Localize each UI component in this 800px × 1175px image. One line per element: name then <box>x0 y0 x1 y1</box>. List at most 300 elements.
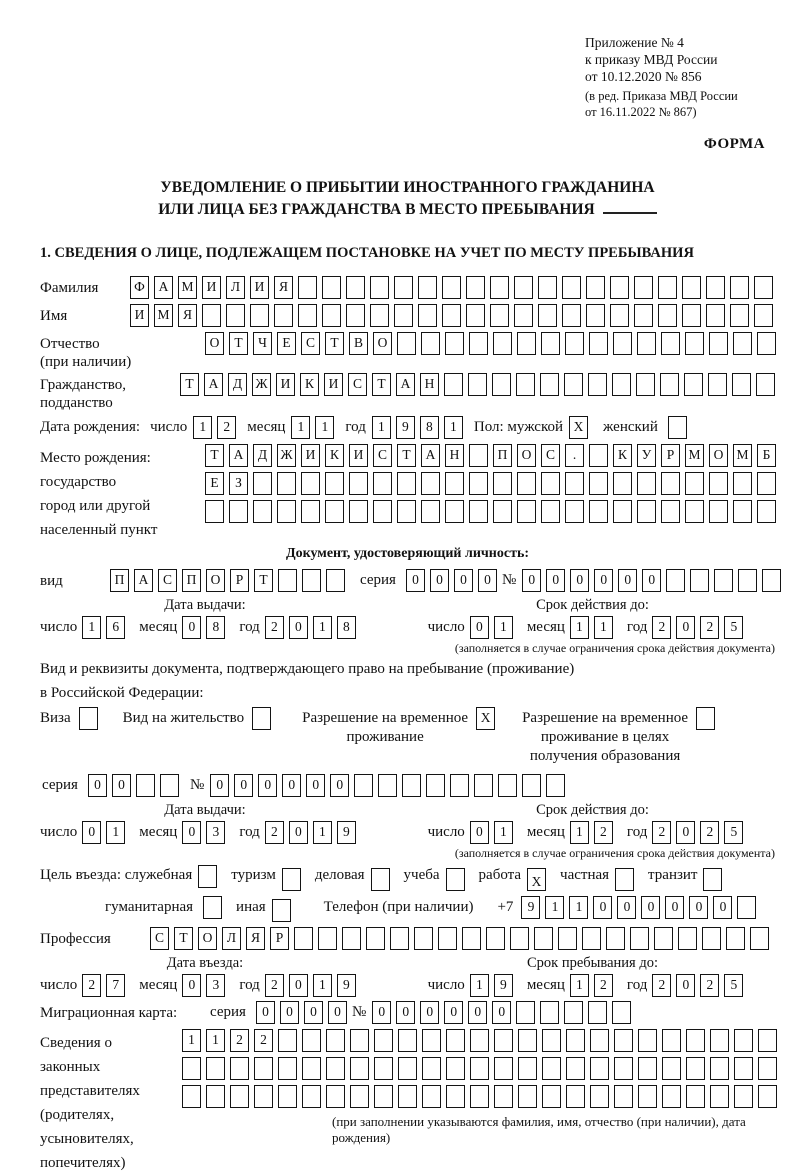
char-cell[interactable]: Т <box>254 569 273 592</box>
char-cell[interactable]: 0 <box>430 569 449 592</box>
char-cell[interactable] <box>738 569 757 592</box>
char-cell[interactable] <box>349 500 368 523</box>
char-cell[interactable]: 9 <box>337 821 356 844</box>
char-cell[interactable] <box>470 1057 489 1080</box>
char-cell[interactable] <box>374 1029 393 1052</box>
char-cell[interactable]: И <box>276 373 295 396</box>
char-cell[interactable] <box>758 1085 777 1108</box>
char-cell[interactable]: 0 <box>642 569 661 592</box>
char-cell[interactable] <box>486 927 505 950</box>
char-cell[interactable]: А <box>204 373 223 396</box>
char-cell[interactable] <box>590 1029 609 1052</box>
char-cell[interactable] <box>182 1085 201 1108</box>
char-cell[interactable] <box>590 1085 609 1108</box>
res-series-input[interactable] <box>88 774 184 797</box>
char-cell[interactable]: Т <box>397 444 416 467</box>
given-name-input[interactable] <box>130 304 778 327</box>
char-cell[interactable] <box>534 927 553 950</box>
char-cell[interactable] <box>366 927 385 950</box>
visa-option[interactable] <box>40 707 103 730</box>
temp-residence-option[interactable] <box>302 707 500 747</box>
citizenship-input[interactable] <box>180 373 780 396</box>
char-cell[interactable]: 0 <box>258 774 277 797</box>
char-cell[interactable]: 0 <box>82 821 101 844</box>
char-cell[interactable] <box>582 927 601 950</box>
char-cell[interactable] <box>354 774 373 797</box>
char-cell[interactable]: Д <box>228 373 247 396</box>
char-cell[interactable]: Д <box>253 444 272 467</box>
doc-valid-year-input[interactable] <box>652 616 748 639</box>
char-cell[interactable] <box>422 1057 441 1080</box>
char-cell[interactable]: 1 <box>494 821 513 844</box>
char-cell[interactable]: У <box>637 444 656 467</box>
char-cell[interactable] <box>254 1057 273 1080</box>
char-cell[interactable]: З <box>229 472 248 495</box>
char-cell[interactable] <box>637 332 656 355</box>
char-cell[interactable] <box>230 1057 249 1080</box>
char-cell[interactable] <box>160 774 179 797</box>
char-cell[interactable] <box>397 332 416 355</box>
entry-day-input[interactable] <box>82 974 130 997</box>
char-cell[interactable] <box>397 472 416 495</box>
char-cell[interactable] <box>402 774 421 797</box>
char-cell[interactable] <box>490 304 509 327</box>
char-cell[interactable] <box>684 373 703 396</box>
char-cell[interactable] <box>730 304 749 327</box>
char-cell[interactable] <box>589 500 608 523</box>
char-cell[interactable] <box>542 1085 561 1108</box>
char-cell[interactable] <box>490 276 509 299</box>
char-cell[interactable]: В <box>349 332 368 355</box>
char-cell[interactable] <box>709 472 728 495</box>
res-number-input[interactable] <box>210 774 570 797</box>
char-cell[interactable]: Я <box>246 927 265 950</box>
char-cell[interactable] <box>564 373 583 396</box>
char-cell[interactable]: 0 <box>470 616 489 639</box>
char-cell[interactable]: И <box>130 304 149 327</box>
purpose-work-option[interactable] <box>479 864 552 890</box>
char-cell[interactable]: 1 <box>313 974 332 997</box>
char-cell[interactable]: М <box>154 304 173 327</box>
purpose-study-option[interactable] <box>404 864 470 890</box>
char-cell[interactable] <box>498 774 517 797</box>
char-cell[interactable] <box>658 276 677 299</box>
char-cell[interactable] <box>733 472 752 495</box>
char-cell[interactable] <box>756 373 775 396</box>
char-cell[interactable]: 0 <box>444 1001 463 1024</box>
char-cell[interactable]: 0 <box>492 1001 511 1024</box>
char-cell[interactable] <box>762 569 781 592</box>
char-cell[interactable]: 1 <box>206 1029 225 1052</box>
char-cell[interactable]: 0 <box>406 569 425 592</box>
char-cell[interactable]: А <box>421 444 440 467</box>
char-cell[interactable]: А <box>229 444 248 467</box>
char-cell[interactable] <box>662 1029 681 1052</box>
mig-series-input[interactable] <box>256 1001 352 1024</box>
char-cell[interactable] <box>470 1085 489 1108</box>
char-cell[interactable] <box>398 1029 417 1052</box>
char-cell[interactable]: 0 <box>522 569 541 592</box>
char-cell[interactable]: 5 <box>724 974 743 997</box>
char-cell[interactable]: Ж <box>252 373 271 396</box>
char-cell[interactable] <box>414 927 433 950</box>
char-cell[interactable] <box>714 569 733 592</box>
char-cell[interactable] <box>690 569 709 592</box>
residence-permit-checkbox[interactable] <box>252 707 276 730</box>
char-cell[interactable]: 0 <box>328 1001 347 1024</box>
stay-year-input[interactable] <box>652 974 748 997</box>
entry-month-input[interactable] <box>182 974 230 997</box>
char-cell[interactable] <box>590 1057 609 1080</box>
char-cell[interactable] <box>754 276 773 299</box>
char-cell[interactable] <box>421 472 440 495</box>
char-cell[interactable] <box>542 1057 561 1080</box>
legal-reps-input-row1[interactable] <box>182 1029 782 1052</box>
char-cell[interactable]: 0 <box>330 774 349 797</box>
char-cell[interactable]: М <box>733 444 752 467</box>
char-cell[interactable]: 1 <box>372 416 391 439</box>
char-cell[interactable]: Н <box>420 373 439 396</box>
char-cell[interactable] <box>298 304 317 327</box>
char-cell[interactable] <box>589 332 608 355</box>
char-cell[interactable] <box>229 500 248 523</box>
stay-day-input[interactable] <box>470 974 518 997</box>
char-cell[interactable] <box>446 1029 465 1052</box>
phone-input[interactable] <box>521 896 761 919</box>
char-cell[interactable] <box>371 868 390 891</box>
char-cell[interactable] <box>278 569 297 592</box>
visa-checkbox[interactable] <box>79 707 103 730</box>
char-cell[interactable]: 8 <box>206 616 225 639</box>
char-cell[interactable]: 0 <box>306 774 325 797</box>
char-cell[interactable] <box>514 276 533 299</box>
birth-place-input-row2[interactable] <box>205 472 781 495</box>
purpose-private-option[interactable] <box>560 864 639 890</box>
char-cell[interactable] <box>422 1029 441 1052</box>
char-cell[interactable] <box>374 1057 393 1080</box>
char-cell[interactable]: X <box>476 707 495 730</box>
char-cell[interactable]: 0 <box>282 774 301 797</box>
birth-day-input[interactable] <box>193 416 241 439</box>
profession-input[interactable] <box>150 927 774 950</box>
char-cell[interactable] <box>703 868 722 891</box>
char-cell[interactable] <box>654 927 673 950</box>
char-cell[interactable] <box>634 304 653 327</box>
char-cell[interactable] <box>546 774 565 797</box>
entry-year-input[interactable] <box>265 974 361 997</box>
char-cell[interactable]: 0 <box>470 821 489 844</box>
sex-female-checkbox[interactable] <box>668 416 692 439</box>
char-cell[interactable] <box>466 304 485 327</box>
char-cell[interactable] <box>562 304 581 327</box>
birth-month-input[interactable] <box>291 416 339 439</box>
char-cell[interactable] <box>709 332 728 355</box>
char-cell[interactable]: Т <box>205 444 224 467</box>
char-cell[interactable] <box>540 373 559 396</box>
char-cell[interactable] <box>253 500 272 523</box>
char-cell[interactable]: 2 <box>700 616 719 639</box>
char-cell[interactable]: 2 <box>700 821 719 844</box>
char-cell[interactable] <box>422 1085 441 1108</box>
char-cell[interactable] <box>702 927 721 950</box>
char-cell[interactable] <box>564 1001 583 1024</box>
char-cell[interactable]: Я <box>178 304 197 327</box>
char-cell[interactable]: Л <box>226 276 245 299</box>
char-cell[interactable]: 1 <box>313 616 332 639</box>
char-cell[interactable] <box>518 1085 537 1108</box>
char-cell[interactable] <box>322 304 341 327</box>
doc-issue-year-input[interactable] <box>265 616 361 639</box>
char-cell[interactable]: 0 <box>665 896 684 919</box>
char-cell[interactable] <box>517 500 536 523</box>
char-cell[interactable] <box>373 472 392 495</box>
purpose-study-checkbox[interactable] <box>446 864 470 890</box>
char-cell[interactable] <box>202 304 221 327</box>
char-cell[interactable] <box>510 927 529 950</box>
char-cell[interactable] <box>462 927 481 950</box>
res-valid-year-input[interactable] <box>652 821 748 844</box>
char-cell[interactable] <box>754 304 773 327</box>
char-cell[interactable]: Р <box>270 927 289 950</box>
char-cell[interactable] <box>686 1085 705 1108</box>
char-cell[interactable] <box>734 1057 753 1080</box>
char-cell[interactable]: 1 <box>494 616 513 639</box>
char-cell[interactable] <box>378 774 397 797</box>
char-cell[interactable] <box>682 276 701 299</box>
char-cell[interactable]: 0 <box>234 774 253 797</box>
char-cell[interactable] <box>442 304 461 327</box>
patronymic-input[interactable] <box>205 332 781 355</box>
char-cell[interactable] <box>636 373 655 396</box>
char-cell[interactable] <box>661 500 680 523</box>
legal-reps-input-row3[interactable] <box>182 1085 782 1108</box>
char-cell[interactable] <box>230 1085 249 1108</box>
char-cell[interactable] <box>733 332 752 355</box>
char-cell[interactable] <box>758 1057 777 1080</box>
char-cell[interactable]: 0 <box>182 974 201 997</box>
char-cell[interactable]: 0 <box>182 821 201 844</box>
char-cell[interactable]: С <box>541 444 560 467</box>
temp-residence-edu-checkbox[interactable] <box>696 707 720 730</box>
char-cell[interactable]: К <box>613 444 632 467</box>
char-cell[interactable] <box>750 927 769 950</box>
char-cell[interactable]: Ф <box>130 276 149 299</box>
char-cell[interactable] <box>274 304 293 327</box>
char-cell[interactable]: О <box>206 569 225 592</box>
char-cell[interactable]: Е <box>205 472 224 495</box>
char-cell[interactable]: . <box>565 444 584 467</box>
char-cell[interactable]: 0 <box>304 1001 323 1024</box>
char-cell[interactable]: 1 <box>315 416 334 439</box>
char-cell[interactable]: 0 <box>546 569 565 592</box>
doc-valid-month-input[interactable] <box>570 616 618 639</box>
char-cell[interactable]: Р <box>661 444 680 467</box>
char-cell[interactable]: 0 <box>280 1001 299 1024</box>
char-cell[interactable]: 0 <box>420 1001 439 1024</box>
char-cell[interactable] <box>638 1029 657 1052</box>
char-cell[interactable] <box>494 1057 513 1080</box>
char-cell[interactable]: X <box>569 416 588 439</box>
res-issue-year-input[interactable] <box>265 821 361 844</box>
mig-number-input[interactable] <box>372 1001 636 1024</box>
char-cell[interactable] <box>450 774 469 797</box>
char-cell[interactable] <box>726 927 745 950</box>
char-cell[interactable] <box>418 304 437 327</box>
char-cell[interactable]: Е <box>277 332 296 355</box>
char-cell[interactable] <box>610 276 629 299</box>
char-cell[interactable] <box>522 774 541 797</box>
char-cell[interactable] <box>349 472 368 495</box>
doc-issue-day-input[interactable] <box>82 616 130 639</box>
char-cell[interactable]: 9 <box>337 974 356 997</box>
char-cell[interactable] <box>614 1085 633 1108</box>
char-cell[interactable] <box>494 1085 513 1108</box>
sex-male-checkbox[interactable] <box>569 416 593 439</box>
char-cell[interactable] <box>518 1057 537 1080</box>
char-cell[interactable] <box>252 707 271 730</box>
char-cell[interactable]: А <box>154 276 173 299</box>
temp-residence-edu-option[interactable] <box>522 707 720 766</box>
char-cell[interactable]: 1 <box>570 616 589 639</box>
char-cell[interactable]: 1 <box>570 974 589 997</box>
char-cell[interactable] <box>418 276 437 299</box>
char-cell[interactable]: П <box>182 569 201 592</box>
char-cell[interactable] <box>446 868 465 891</box>
purpose-other-checkbox[interactable] <box>272 896 296 922</box>
char-cell[interactable] <box>298 276 317 299</box>
char-cell[interactable]: 9 <box>494 974 513 997</box>
char-cell[interactable]: А <box>134 569 153 592</box>
char-cell[interactable] <box>614 1057 633 1080</box>
char-cell[interactable] <box>757 332 776 355</box>
char-cell[interactable]: 1 <box>594 616 613 639</box>
char-cell[interactable] <box>326 1029 345 1052</box>
doc-issue-month-input[interactable] <box>182 616 230 639</box>
char-cell[interactable] <box>397 500 416 523</box>
char-cell[interactable]: 0 <box>478 569 497 592</box>
char-cell[interactable] <box>277 500 296 523</box>
purpose-tourism-option[interactable] <box>231 864 306 890</box>
char-cell[interactable]: 0 <box>182 616 201 639</box>
char-cell[interactable] <box>516 373 535 396</box>
purpose-business-option[interactable] <box>315 864 395 890</box>
char-cell[interactable]: 8 <box>420 416 439 439</box>
char-cell[interactable]: 0 <box>676 616 695 639</box>
char-cell[interactable] <box>558 927 577 950</box>
char-cell[interactable]: К <box>325 444 344 467</box>
char-cell[interactable] <box>668 416 687 439</box>
char-cell[interactable] <box>613 472 632 495</box>
char-cell[interactable]: 1 <box>570 821 589 844</box>
char-cell[interactable] <box>637 472 656 495</box>
char-cell[interactable]: 5 <box>724 821 743 844</box>
char-cell[interactable]: 2 <box>265 821 284 844</box>
char-cell[interactable] <box>686 1029 705 1052</box>
char-cell[interactable] <box>710 1057 729 1080</box>
char-cell[interactable]: 2 <box>254 1029 273 1052</box>
char-cell[interactable] <box>272 899 291 922</box>
char-cell[interactable]: 9 <box>521 896 540 919</box>
char-cell[interactable]: 0 <box>289 821 308 844</box>
char-cell[interactable]: 0 <box>468 1001 487 1024</box>
char-cell[interactable] <box>493 472 512 495</box>
char-cell[interactable] <box>661 472 680 495</box>
char-cell[interactable]: О <box>517 444 536 467</box>
char-cell[interactable]: С <box>158 569 177 592</box>
char-cell[interactable]: О <box>205 332 224 355</box>
char-cell[interactable]: 2 <box>700 974 719 997</box>
char-cell[interactable] <box>302 569 321 592</box>
char-cell[interactable]: 6 <box>106 616 125 639</box>
char-cell[interactable] <box>326 1085 345 1108</box>
char-cell[interactable] <box>706 304 725 327</box>
char-cell[interactable] <box>494 1029 513 1052</box>
res-valid-day-input[interactable] <box>470 821 518 844</box>
char-cell[interactable] <box>325 500 344 523</box>
char-cell[interactable] <box>469 472 488 495</box>
char-cell[interactable]: 9 <box>396 416 415 439</box>
char-cell[interactable] <box>733 500 752 523</box>
char-cell[interactable] <box>278 1085 297 1108</box>
char-cell[interactable] <box>606 927 625 950</box>
char-cell[interactable] <box>254 1085 273 1108</box>
char-cell[interactable]: 0 <box>570 569 589 592</box>
char-cell[interactable]: С <box>348 373 367 396</box>
char-cell[interactable] <box>638 1057 657 1080</box>
char-cell[interactable]: О <box>198 927 217 950</box>
char-cell[interactable] <box>438 927 457 950</box>
char-cell[interactable]: 0 <box>372 1001 391 1024</box>
char-cell[interactable] <box>278 1029 297 1052</box>
char-cell[interactable] <box>612 373 631 396</box>
char-cell[interactable] <box>318 927 337 950</box>
char-cell[interactable]: Ч <box>253 332 272 355</box>
char-cell[interactable] <box>301 472 320 495</box>
char-cell[interactable]: П <box>110 569 129 592</box>
char-cell[interactable] <box>325 472 344 495</box>
char-cell[interactable] <box>301 500 320 523</box>
char-cell[interactable] <box>589 444 608 467</box>
purpose-transit-option[interactable] <box>648 864 727 890</box>
char-cell[interactable] <box>398 1057 417 1080</box>
purpose-humanitarian-checkbox[interactable] <box>203 896 227 919</box>
char-cell[interactable] <box>565 332 584 355</box>
char-cell[interactable] <box>565 472 584 495</box>
char-cell[interactable] <box>630 927 649 950</box>
char-cell[interactable] <box>442 276 461 299</box>
char-cell[interactable] <box>342 927 361 950</box>
char-cell[interactable] <box>614 1029 633 1052</box>
char-cell[interactable]: 0 <box>88 774 107 797</box>
char-cell[interactable] <box>732 373 751 396</box>
char-cell[interactable]: П <box>493 444 512 467</box>
char-cell[interactable]: О <box>709 444 728 467</box>
char-cell[interactable] <box>662 1085 681 1108</box>
char-cell[interactable] <box>730 276 749 299</box>
char-cell[interactable] <box>294 927 313 950</box>
surname-input[interactable] <box>130 276 778 299</box>
char-cell[interactable]: 1 <box>569 896 588 919</box>
purpose-transit-checkbox[interactable] <box>703 864 727 890</box>
char-cell[interactable] <box>696 707 715 730</box>
char-cell[interactable] <box>517 332 536 355</box>
char-cell[interactable] <box>302 1029 321 1052</box>
char-cell[interactable] <box>518 1029 537 1052</box>
res-issue-month-input[interactable] <box>182 821 230 844</box>
char-cell[interactable]: 0 <box>289 616 308 639</box>
char-cell[interactable]: 1 <box>545 896 564 919</box>
char-cell[interactable] <box>516 1001 535 1024</box>
